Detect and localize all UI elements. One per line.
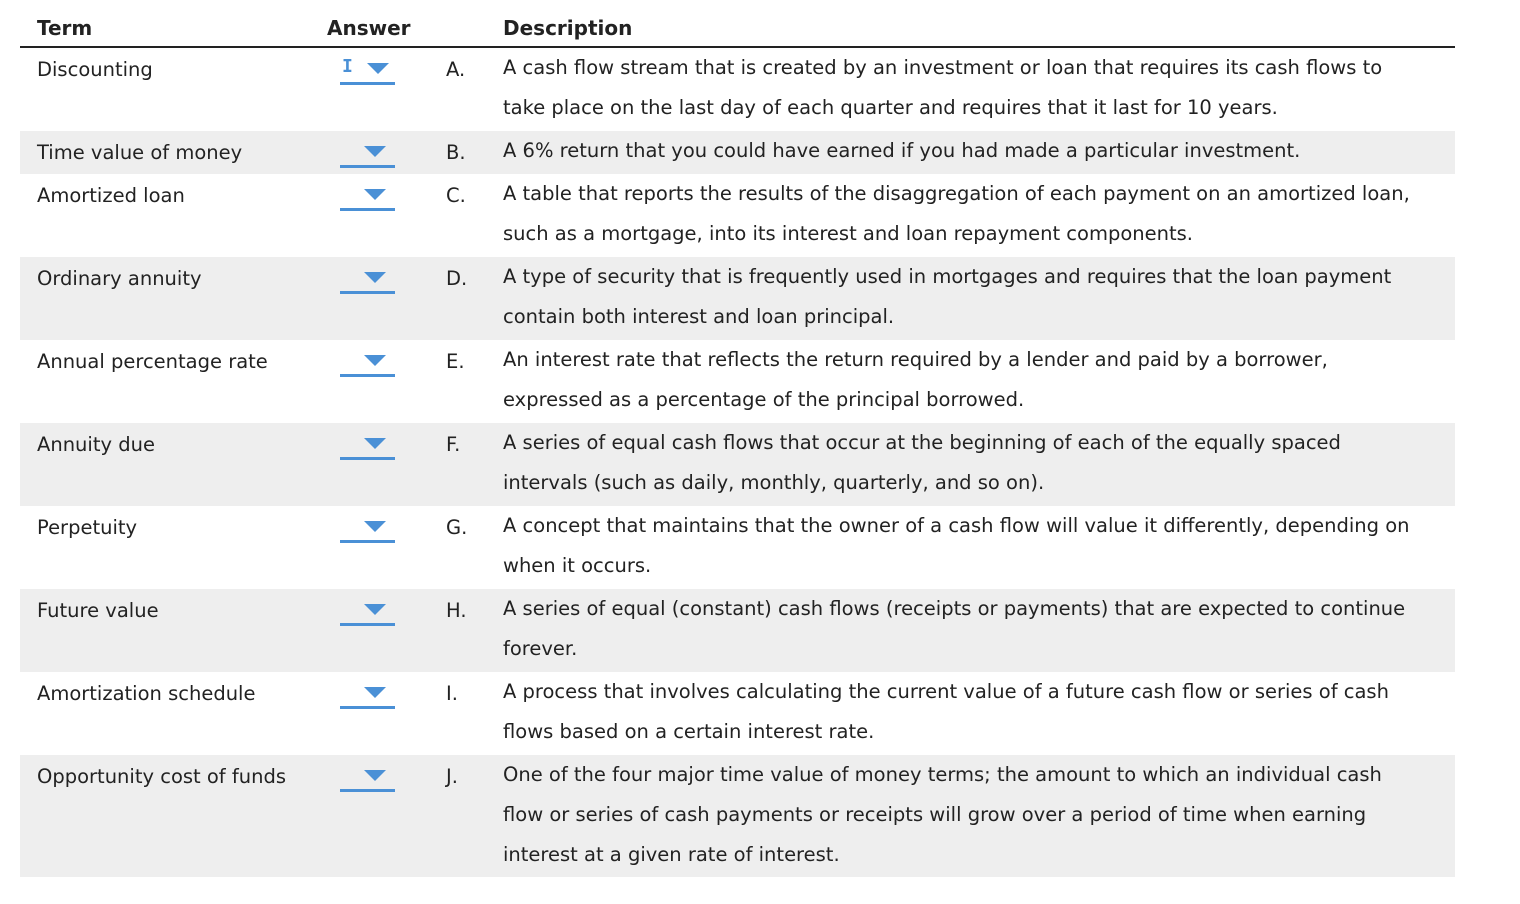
description-line: contain both interest and loan principal. [503, 305, 895, 328]
description-text [503, 131, 1453, 171]
description-letter: B. [446, 141, 466, 164]
description-letter: C. [446, 184, 466, 207]
table-body [20, 48, 1455, 877]
description-text [503, 672, 1453, 752]
description-letter: A. [446, 58, 466, 81]
description-line: One of the four major time value of money terms; the amount to which an individual cash [503, 763, 1382, 786]
table-row [20, 48, 1455, 131]
description-text [503, 174, 1453, 254]
description-letter: D. [446, 267, 468, 290]
chevron-down-icon [364, 146, 386, 157]
description-line: flows based on a certain interest rate. [503, 720, 875, 743]
description-letter: G. [446, 516, 468, 539]
description-line: A process that involves calculating the current value of a future cash flow or series of cash [503, 680, 1389, 703]
answer-dropdown[interactable] [340, 56, 395, 85]
answer-dropdown[interactable] [340, 431, 395, 460]
term-label: Ordinary annuity [37, 267, 202, 290]
description-line: flow or series of cash payments or receipts will grow over a period of time when earning [503, 803, 1367, 826]
description-line: A series of equal cash flows that occur at the beginning of each of the equally spaced [503, 431, 1341, 454]
answer-selected-value: I [342, 56, 353, 77]
table-row [20, 672, 1455, 755]
answer-dropdown[interactable] [340, 139, 395, 168]
description-line: forever. [503, 637, 578, 660]
term-label: Annual percentage rate [37, 350, 268, 373]
chevron-down-icon [364, 521, 386, 532]
description-line: intervals (such as daily, monthly, quarterly, and so on). [503, 471, 1045, 494]
description-text [503, 755, 1453, 875]
term-label: Future value [37, 599, 159, 622]
answer-dropdown[interactable] [340, 680, 395, 709]
answer-dropdown[interactable] [340, 514, 395, 543]
answer-dropdown[interactable] [340, 265, 395, 294]
table-row [20, 340, 1455, 423]
chevron-down-icon [364, 687, 386, 698]
description-letter: J. [446, 765, 458, 788]
table-row [20, 131, 1455, 174]
description-line: such as a mortgage, into its interest and loan repayment components. [503, 222, 1193, 245]
chevron-down-icon [367, 63, 389, 74]
table-row [20, 506, 1455, 589]
term-label: Amortization schedule [37, 682, 256, 705]
header-term: Term [37, 16, 93, 40]
description-line: interest at a given rate of interest. [503, 843, 840, 866]
description-line: A series of equal (constant) cash flows (receipts or payments) that are expected to continue [503, 597, 1406, 620]
description-line: A concept that maintains that the owner of a cash flow will value it differently, depending on [503, 514, 1410, 537]
chevron-down-icon [364, 355, 386, 366]
header-description: Description [503, 16, 633, 40]
answer-dropdown[interactable] [340, 763, 395, 792]
table-row [20, 174, 1455, 257]
description-text [503, 506, 1453, 586]
description-line: A cash flow stream that is created by an investment or loan that requires its cash flows to [503, 56, 1383, 79]
term-label: Time value of money [37, 141, 243, 164]
description-text [503, 257, 1453, 337]
description-line: take place on the last day of each quarter and requires that it last for 10 years. [503, 96, 1278, 119]
description-text [503, 48, 1453, 128]
term-label: Opportunity cost of funds [37, 765, 286, 788]
chevron-down-icon [364, 438, 386, 449]
description-text [503, 340, 1453, 420]
table-row [20, 755, 1455, 877]
description-letter: I. [446, 682, 458, 705]
chevron-down-icon [364, 189, 386, 200]
description-line: A table that reports the results of the disaggregation of each payment on an amortized loan, [503, 182, 1410, 205]
chevron-down-icon [364, 272, 386, 283]
description-text [503, 589, 1453, 669]
table-row [20, 589, 1455, 672]
answer-dropdown[interactable] [340, 182, 395, 211]
term-label: Discounting [37, 58, 153, 81]
matching-table [20, 8, 1455, 877]
chevron-down-icon [364, 604, 386, 615]
description-letter: E. [446, 350, 465, 373]
answer-dropdown[interactable] [340, 348, 395, 377]
chevron-down-icon [364, 770, 386, 781]
header-answer: Answer [327, 16, 411, 40]
description-line: when it occurs. [503, 554, 652, 577]
description-letter: H. [446, 599, 467, 622]
description-line: A type of security that is frequently used in mortgages and requires that the loan payment [503, 265, 1392, 288]
term-label: Perpetuity [37, 516, 138, 539]
description-letter: F. [446, 433, 461, 456]
description-line: An interest rate that reflects the return required by a lender and paid by a borrower, [503, 348, 1328, 371]
table-row [20, 423, 1455, 506]
term-label: Annuity due [37, 433, 155, 456]
description-line: expressed as a percentage of the principal borrowed. [503, 388, 1025, 411]
answer-dropdown[interactable] [340, 597, 395, 626]
description-line: A 6% return that you could have earned if you had made a particular investment. [503, 139, 1301, 162]
table-header [20, 8, 1455, 48]
term-label: Amortized loan [37, 184, 185, 207]
table-row [20, 257, 1455, 340]
description-text [503, 423, 1453, 503]
